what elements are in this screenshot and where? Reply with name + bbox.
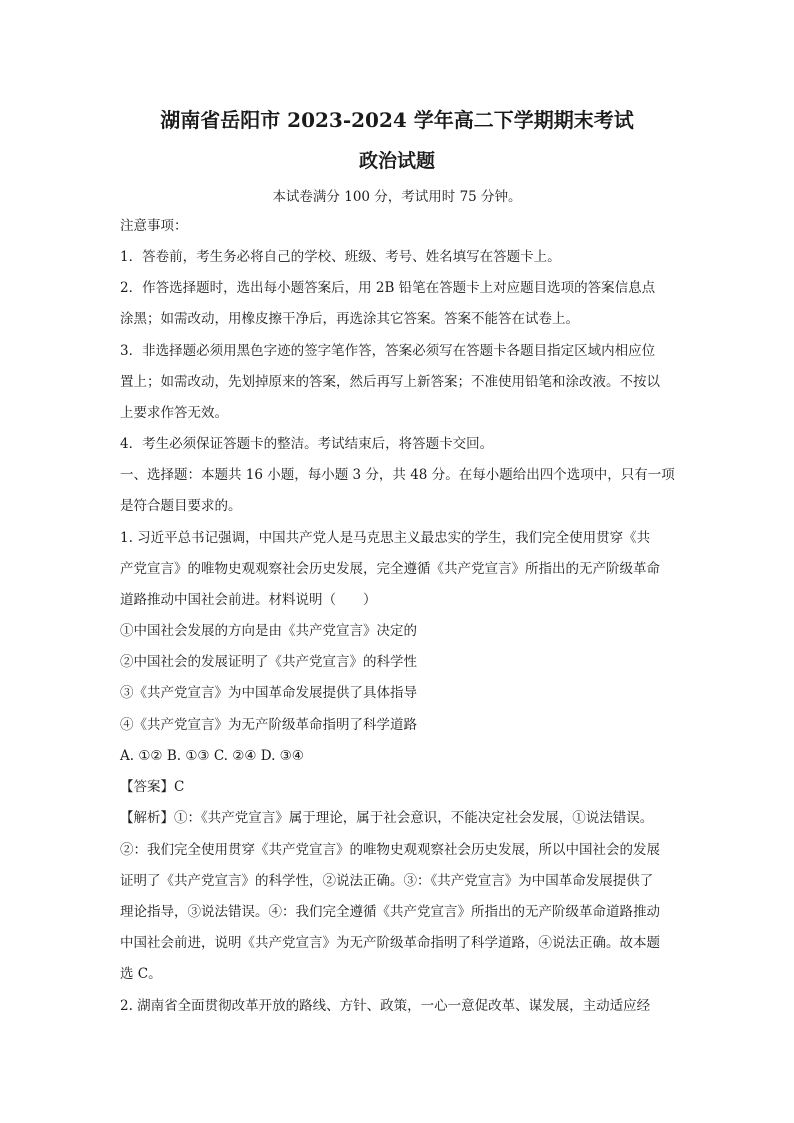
instruction-item-1: 1．答卷前，考生务必将自己的学校、班级、考号、姓名填写在答题卡上。 bbox=[120, 249, 561, 265]
instruction-item-3-line-3: 上要求作答无效。 bbox=[120, 405, 228, 421]
instruction-item-4: 4．考生必须保证答题卡的整洁。考试结束后，将答题卡交回。 bbox=[120, 436, 494, 452]
q1-analysis-line-6: 选 C。 bbox=[120, 966, 162, 982]
q1-choices: A. ①② B. ①③ C. ②④ D. ③④ bbox=[120, 748, 304, 764]
q1-analysis-line-4: 理论指导，③说法错误。④：我们完全遵循《共产党宣言》所指出的无产阶级革命道路推动 bbox=[120, 904, 660, 920]
q1-stem-line-2: 产党宣言》的唯物史观观察社会历史发展，完全遵循《共产党宣言》所指出的无产阶级革命 bbox=[120, 561, 660, 577]
instructions-heading: 注意事项： bbox=[120, 218, 188, 234]
q1-option-3: ③《共产党宣言》为中国革命发展提供了具体指导 bbox=[120, 685, 417, 701]
q1-analysis-line-3: 证明了《共产党宣言》的科学性，②说法正确。③：《共产党宣言》为中国革命发展提供了 bbox=[120, 873, 654, 889]
instruction-item-3-line-1: 3．非选择题必须用黑色字迹的签字笔作答，答案必须写在答题卡各题目指定区域内相应位 bbox=[120, 343, 656, 359]
q1-option-1: ①中国社会发展的方向是由《共产党宣言》决定的 bbox=[120, 623, 417, 639]
q2-stem-line-1: 2. 湖南省全面贯彻改革开放的路线、方针、政策，一心一意促改革、谋发展，主动适应经 bbox=[120, 998, 651, 1014]
document-title: 湖南省岳阳市 2023-2024 学年高二下学期期末考试 bbox=[160, 108, 634, 132]
q1-option-4: ④《共产党宣言》为无产阶级革命指明了科学道路 bbox=[120, 717, 417, 733]
instruction-item-3-line-2: 置上；如需改动，先划掉原来的答案，然后再写上新答案；不准使用铅笔和涂改液。不按以 bbox=[120, 374, 660, 390]
section-heading-line-1: 一、选择题：本题共 16 小题，每小题 3 分，共 48 分。在每小题给出四个选项中，只有一项 bbox=[120, 467, 675, 483]
q1-analysis-line-5: 中国社会前进，说明《共产党宣言》为无产阶级革命指明了科学道路，④说法正确。故本题 bbox=[120, 935, 660, 951]
q1-analysis-line-2: ②：我们完全使用贯穿《共产党宣言》的唯物史观观察社会历史发展，所以中国社会的发展 bbox=[120, 842, 660, 858]
document-subtitle: 政治试题 bbox=[358, 150, 435, 172]
exam-note: 本试卷满分 100 分，考试用时 75 分钟。 bbox=[272, 189, 522, 205]
q1-option-2: ②中国社会的发展证明了《共产党宣言》的科学性 bbox=[120, 654, 417, 670]
q1-stem-line-3: 道路推动中国社会前进。材料说明（ ） bbox=[120, 592, 377, 608]
instruction-item-2-line-1: 2．作答选择题时，选出每小题答案后，用 2B 铅笔在答题卡上对应题目选项的答案信息点 bbox=[120, 280, 656, 296]
q1-answer: 【答案】C bbox=[120, 779, 185, 795]
instruction-item-2-line-2: 涂黑；如需改动，用橡皮擦干净后，再选涂其它答案。答案不能答在试卷上。 bbox=[120, 311, 579, 327]
section-heading-line-2: 是符合题目要求的。 bbox=[120, 498, 242, 514]
q1-analysis-line-1: 【解析】①：《共产党宣言》属于理论，属于社会意识，不能决定社会发展，①说法错误。 bbox=[120, 810, 654, 826]
q1-stem-line-1: 1. 习近平总书记强调，中国共产党人是马克思主义最忠实的学生，我们完全使用贯穿《共 bbox=[120, 530, 651, 546]
